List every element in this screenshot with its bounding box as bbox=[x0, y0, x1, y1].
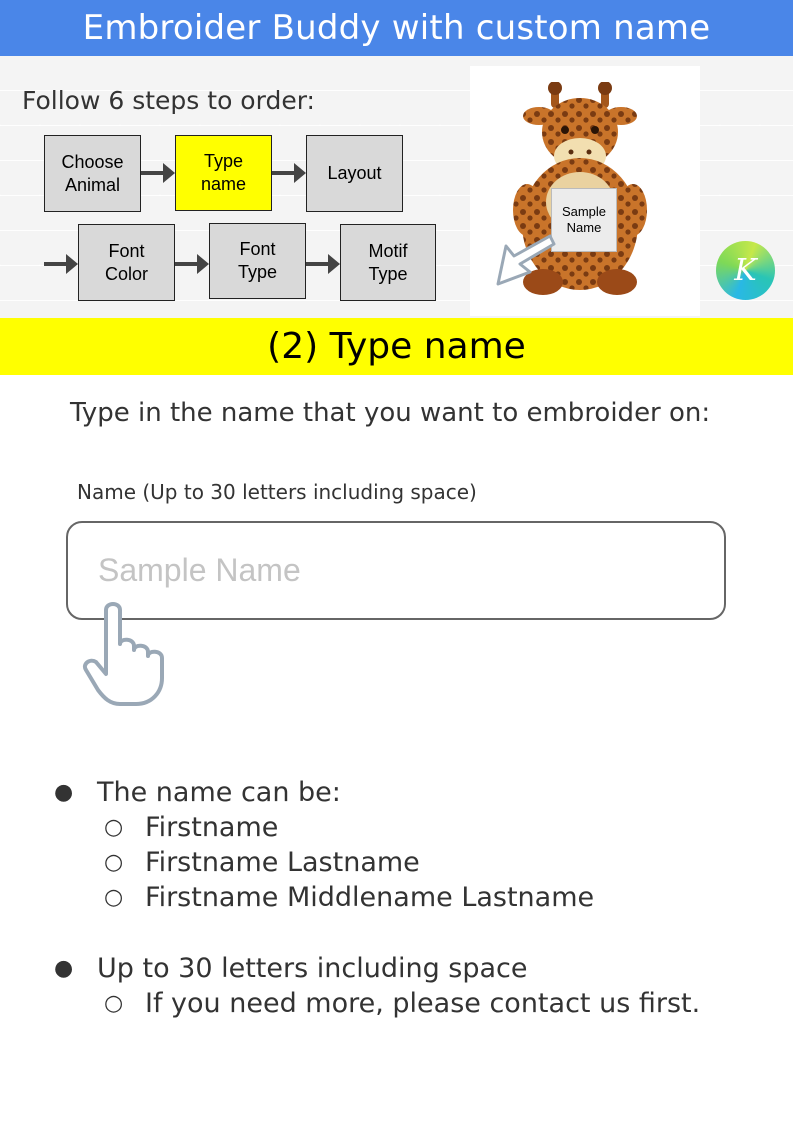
list-item-text: The name can be: bbox=[97, 777, 341, 808]
sample-tag-line1: Sample bbox=[561, 204, 607, 219]
step-label-line1: Motif bbox=[368, 240, 408, 261]
step-label-line1: Font bbox=[108, 240, 145, 261]
step-label-line2: Type bbox=[237, 262, 278, 282]
step-label-line2: Type bbox=[368, 263, 408, 284]
section-title: (2) Type name bbox=[0, 318, 793, 375]
instruction-text: Type in the name that you want to embroider on: bbox=[70, 398, 711, 428]
list-item-text: Up to 30 letters including space bbox=[97, 953, 528, 984]
brand-logo: K bbox=[716, 241, 775, 300]
sub-bullet-icon: ○ bbox=[104, 815, 124, 840]
sub-list-item-text: Firstname bbox=[145, 812, 279, 843]
arrow-cursor-icon bbox=[492, 232, 560, 292]
step-label-line1: Font bbox=[239, 239, 276, 259]
step-label-line2: name bbox=[200, 174, 247, 194]
sub-list-item bbox=[104, 847, 420, 878]
sample-name-tag bbox=[551, 188, 617, 252]
sample-tag-line2: Name bbox=[566, 220, 602, 235]
sub-bullet-icon: ○ bbox=[104, 991, 124, 1016]
list-item bbox=[54, 953, 528, 984]
arrow-icon bbox=[175, 262, 199, 266]
step-label-line1: Choose bbox=[61, 151, 124, 172]
step-type-name[interactable] bbox=[175, 135, 272, 211]
sub-list-item bbox=[104, 988, 701, 1019]
sub-list-item bbox=[104, 812, 279, 843]
step-motif-type[interactable] bbox=[340, 224, 436, 301]
sub-list-item bbox=[104, 882, 595, 913]
step-font-color[interactable] bbox=[78, 224, 175, 301]
name-field-label: Name (Up to 30 letters including space) bbox=[77, 480, 477, 504]
sub-list-item-text: If you need more, please contact us first. bbox=[145, 988, 701, 1019]
step-choose-animal[interactable] bbox=[44, 135, 141, 212]
step-label-line2: Animal bbox=[64, 174, 120, 195]
bullet-icon: ● bbox=[54, 956, 74, 981]
step-font-type[interactable] bbox=[209, 223, 306, 299]
sub-list-item-text: Firstname Middlename Lastname bbox=[145, 882, 595, 913]
step-layout[interactable] bbox=[306, 135, 403, 212]
sub-list-item-text: Firstname Lastname bbox=[145, 847, 420, 878]
sub-bullet-icon: ○ bbox=[104, 885, 124, 910]
page-title: Embroider Buddy with custom name bbox=[0, 0, 793, 56]
sub-bullet-icon: ○ bbox=[104, 850, 124, 875]
hand-pointer-icon bbox=[80, 600, 170, 708]
step-label-line1: Type bbox=[203, 151, 244, 171]
arrow-icon bbox=[306, 262, 330, 266]
arrow-icon bbox=[272, 171, 296, 175]
steps-heading: Follow 6 steps to order: bbox=[22, 86, 315, 115]
arrow-icon bbox=[44, 262, 68, 266]
step-label-line1: Layout bbox=[327, 163, 382, 183]
bullet-icon: ● bbox=[54, 780, 74, 805]
arrow-icon bbox=[141, 171, 165, 175]
step-label-line2: Color bbox=[104, 263, 148, 284]
list-item bbox=[54, 777, 341, 808]
